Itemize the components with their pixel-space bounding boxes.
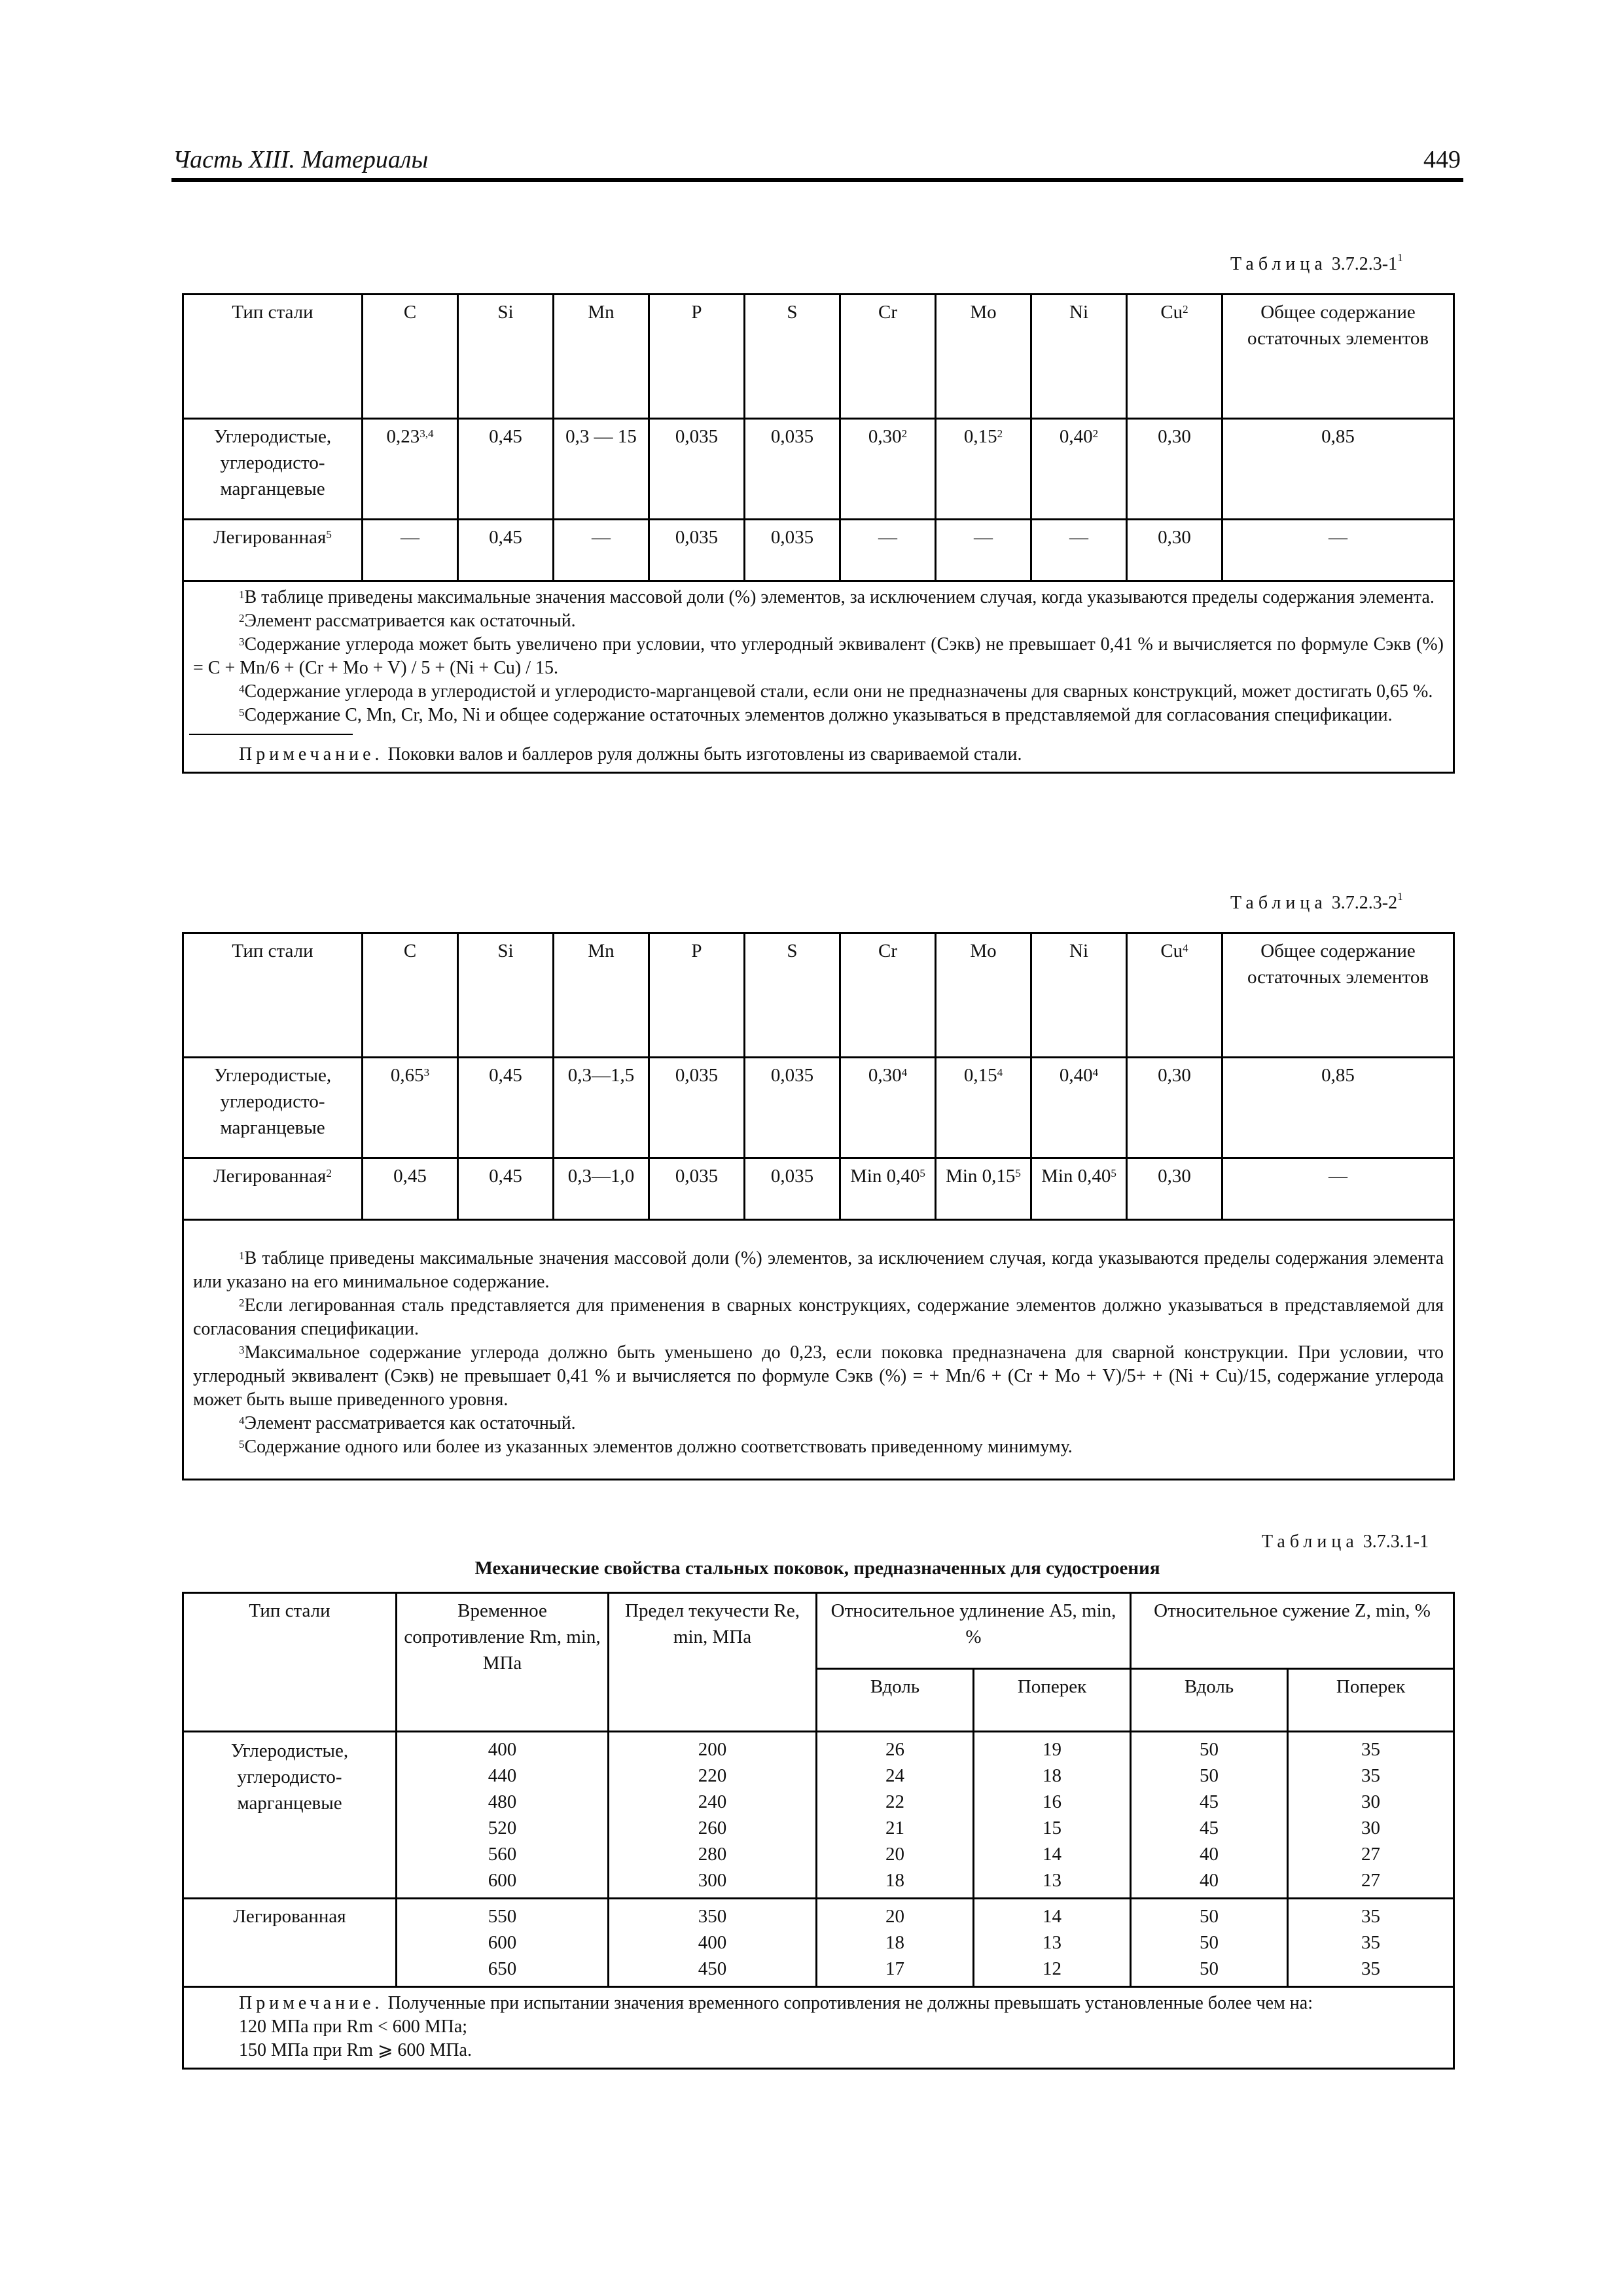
table1-caption: Таблица $3.7.2.3-1^1$	[1230, 251, 1403, 274]
cell-mo: —	[936, 520, 1031, 581]
cell-ni: —	[1031, 520, 1127, 581]
table1-header-row	[183, 295, 1454, 419]
footnote: $^5$Содержание одного или более из указанных элементов должно соответствовать приведенному минимуму.	[239, 1437, 1073, 1457]
footnote: $^3$Максимальное содержание углерода должно быть уменьшено до 0,23, если поковка предназначена для сварной конструкции. При условии, что углеродный эквивалент (Cэкв) не превышает 0,41 % и вычисляется по формуле Cэкв (%) = + Mn/6 + (Cr + Mo + V)/5+ + (Ni + Cu)/15, содержание углерода может быть выше приведенного уровня.	[193, 1342, 1444, 1410]
col-cu: Cu$^4$	[1127, 933, 1222, 1058]
footnote: $^3$Содержание углерода может быть увеличено при условии, что углеродный эквивалент (Cэкв) не превышает 0,41 % и вычисляется по формуле Cэкв (%) = C + Mn/6 + (Cr + Mo + V) / 5 + (Ni + Cu) / 15.	[193, 634, 1444, 678]
cell-s: 0,035	[745, 1158, 840, 1220]
steel-type: Легированная	[183, 1899, 397, 1987]
cell-a5-across: 14 13 12	[974, 1899, 1131, 1987]
cell-cr: Min 0,40$^5$	[840, 1158, 936, 1220]
table-row	[183, 419, 1454, 520]
cell-cu: 0,30	[1127, 520, 1222, 581]
col-cr: Cr	[840, 933, 936, 1058]
table-row	[183, 1899, 1454, 1987]
cell-c: —	[363, 520, 458, 581]
cell-a5-along: 26 24 22 21 20 18	[817, 1732, 974, 1899]
col-type: Тип стали	[183, 1593, 397, 1732]
cell-mn: —	[554, 520, 649, 581]
footnote-divider	[189, 734, 353, 735]
col-ni: Ni	[1031, 933, 1127, 1058]
table-row	[183, 1158, 1454, 1220]
cell-ni: 0,40$^2$	[1031, 419, 1127, 520]
cell-z-across: 35 35 35	[1288, 1899, 1454, 1987]
col-s: S	[745, 295, 840, 419]
cell-ni: 0,40$^4$	[1031, 1058, 1127, 1158]
cell-cr: 0,30$^4$	[840, 1058, 936, 1158]
steel-type: Углеродистые, углеродисто-марганцевые	[183, 1058, 363, 1158]
cell-a5-along: 20 18 17	[817, 1899, 974, 1987]
cell-si: 0,45	[458, 1058, 554, 1158]
col-mn: Mn	[554, 295, 649, 419]
col-type: Тип стали	[183, 295, 363, 419]
cell-p: 0,035	[649, 520, 745, 581]
table2-notes-row	[183, 1220, 1454, 1480]
running-title: Часть XIII. Материалы	[173, 146, 429, 173]
table3-title: Механические свойства стальных поковок, предназначенных для судостроения	[474, 1558, 1160, 1579]
footnote: $^2$Элемент рассматривается как остаточный.	[239, 611, 576, 631]
col-mo: Mo	[936, 295, 1031, 419]
table3-note	[183, 1987, 1454, 2069]
cell-c: 0,45	[363, 1158, 458, 1220]
table-3-7-3-1-1	[182, 1592, 1455, 2070]
cell-c: 0,23$^{3,4}$	[363, 419, 458, 520]
cell-cu: 0,30	[1127, 1058, 1222, 1158]
table3-notes-row	[183, 1987, 1454, 2069]
col-mo: Mo	[936, 933, 1031, 1058]
col-cu: Cu$^2$	[1127, 295, 1222, 419]
cell-si: 0,45	[458, 520, 554, 581]
page-header	[171, 145, 1463, 182]
col-cr: Cr	[840, 295, 936, 419]
col-ni: Ni	[1031, 295, 1127, 419]
table1-footnotes	[183, 581, 1454, 773]
table3-caption: Таблица 3.7.3.1-1	[1262, 1532, 1429, 1552]
table-row	[183, 520, 1454, 581]
col-si: Si	[458, 295, 554, 419]
cell-cu: 0,30	[1127, 419, 1222, 520]
cell-s: 0,035	[745, 520, 840, 581]
col-c: C	[363, 295, 458, 419]
table1-notes-row	[183, 581, 1454, 773]
col-type: Тип стали	[183, 933, 363, 1058]
cell-c: 0,65$^3$	[363, 1058, 458, 1158]
table-row	[183, 1732, 1454, 1899]
col-z: Относительное сужение Z, min, %	[1131, 1593, 1454, 1669]
cell-z-along: 50 50 45 45 40 40	[1131, 1732, 1288, 1899]
cell-total: —	[1222, 520, 1454, 581]
cell-si: 0,45	[458, 1158, 554, 1220]
col-a5-across: Поперек	[974, 1669, 1131, 1732]
col-mn: Mn	[554, 933, 649, 1058]
cell-total: 0,85	[1222, 419, 1454, 520]
cell-p: 0,035	[649, 1058, 745, 1158]
col-s: S	[745, 933, 840, 1058]
table-3-7-2-3-2	[182, 932, 1455, 1480]
col-p: P	[649, 295, 745, 419]
steel-type: Углеродистые, углеродисто-марганцевые	[183, 419, 363, 520]
cell-a5-across: 19 18 16 15 14 13	[974, 1732, 1131, 1899]
table2-header-row	[183, 933, 1454, 1058]
table1-note: Примечание. Поковки валов и баллеров руля должны быть изготовлены из свариваемой стали.	[239, 744, 1022, 764]
footnote: $^2$Если легированная сталь представляется для применения в сварных конструкциях, содержание элементов должно указываться в представляемой для согласования спецификации.	[193, 1295, 1444, 1339]
steel-type: Углеродистые, углеродисто-марганцевые	[183, 1732, 397, 1899]
col-si: Si	[458, 933, 554, 1058]
col-a5-along: Вдоль	[817, 1669, 974, 1732]
col-z-along: Вдоль	[1131, 1669, 1288, 1732]
table-row	[183, 1058, 1454, 1158]
cell-s: 0,035	[745, 1058, 840, 1158]
footnote: $^1$В таблице приведены максимальные значения массовой доли (%) элементов, за исключением случая, когда указываются пределы содержания элемента или указано на его минимальное содержание.	[193, 1248, 1444, 1292]
footnote: $^5$Содержание C, Mn, Cr, Mo, Ni и общее содержание остаточных элементов должно указываться в представляемой для согласования спецификации.	[239, 705, 1393, 725]
col-a5: Относительное удлинение A5, min, %	[817, 1593, 1131, 1669]
steel-type: Легированная$^5$	[183, 520, 363, 581]
table3-header-row	[183, 1593, 1454, 1669]
cell-s: 0,035	[745, 419, 840, 520]
cell-re: 200 220 240 260 280 300	[609, 1732, 817, 1899]
cell-p: 0,035	[649, 1158, 745, 1220]
cell-z-along: 50 50 50	[1131, 1899, 1288, 1987]
cell-ni: Min 0,40$^5$	[1031, 1158, 1127, 1220]
cell-mn: 0,3—1,5	[554, 1058, 649, 1158]
table2-footnotes	[183, 1220, 1454, 1480]
col-total: Общее содержание остаточных элементов	[1222, 933, 1454, 1058]
cell-rm: 550 600 650	[397, 1899, 609, 1987]
col-total: Общее содержание остаточных элементов	[1222, 295, 1454, 419]
col-rm: Временное сопротивление Rm, min, МПа	[397, 1593, 609, 1732]
footnote: $^4$Элемент рассматривается как остаточный.	[239, 1413, 576, 1433]
cell-cu: 0,30	[1127, 1158, 1222, 1220]
table-3-7-2-3-1	[182, 293, 1455, 774]
steel-type: Легированная$^2$	[183, 1158, 363, 1220]
cell-mo: 0,15$^4$	[936, 1058, 1031, 1158]
note-line: 120 МПа при Rm < 600 МПа;	[239, 2017, 468, 2037]
table2-caption: Таблица $3.7.2.3-2^1$	[1230, 890, 1403, 913]
footnote: $^4$Содержание углерода в углеродистой и углеродисто-марганцевой стали, если они не предназначены для сварных конструкций, может достигать 0,65 %.	[239, 681, 1433, 702]
note-text: Примечание. Полученные при испытании значения временного сопротивления не должны превышать установленные более чем на:	[239, 1993, 1313, 2013]
cell-p: 0,035	[649, 419, 745, 520]
cell-mo: 0,15$^2$	[936, 419, 1031, 520]
col-p: P	[649, 933, 745, 1058]
cell-total: 0,85	[1222, 1058, 1454, 1158]
col-c: C	[363, 933, 458, 1058]
cell-si: 0,45	[458, 419, 554, 520]
footnote: $^1$В таблице приведены максимальные значения массовой доли (%) элементов, за исключением случая, когда указываются пределы содержания элемента.	[239, 587, 1435, 607]
page-number: 449	[1423, 146, 1461, 173]
cell-re: 350 400 450	[609, 1899, 817, 1987]
note-line: 150 МПа при Rm ⩾ 600 МПа.	[239, 2040, 472, 2060]
col-z-across: Поперек	[1288, 1669, 1454, 1732]
cell-rm: 400 440 480 520 560 600	[397, 1732, 609, 1899]
cell-mn: 0,3—1,0	[554, 1158, 649, 1220]
cell-mo: Min 0,15$^5$	[936, 1158, 1031, 1220]
cell-total: —	[1222, 1158, 1454, 1220]
cell-z-across: 35 35 30 30 27 27	[1288, 1732, 1454, 1899]
cell-cr: —	[840, 520, 936, 581]
col-re: Предел текучести Re, min, МПа	[609, 1593, 817, 1732]
cell-mn: 0,3 — 15	[554, 419, 649, 520]
cell-cr: 0,30$^2$	[840, 419, 936, 520]
